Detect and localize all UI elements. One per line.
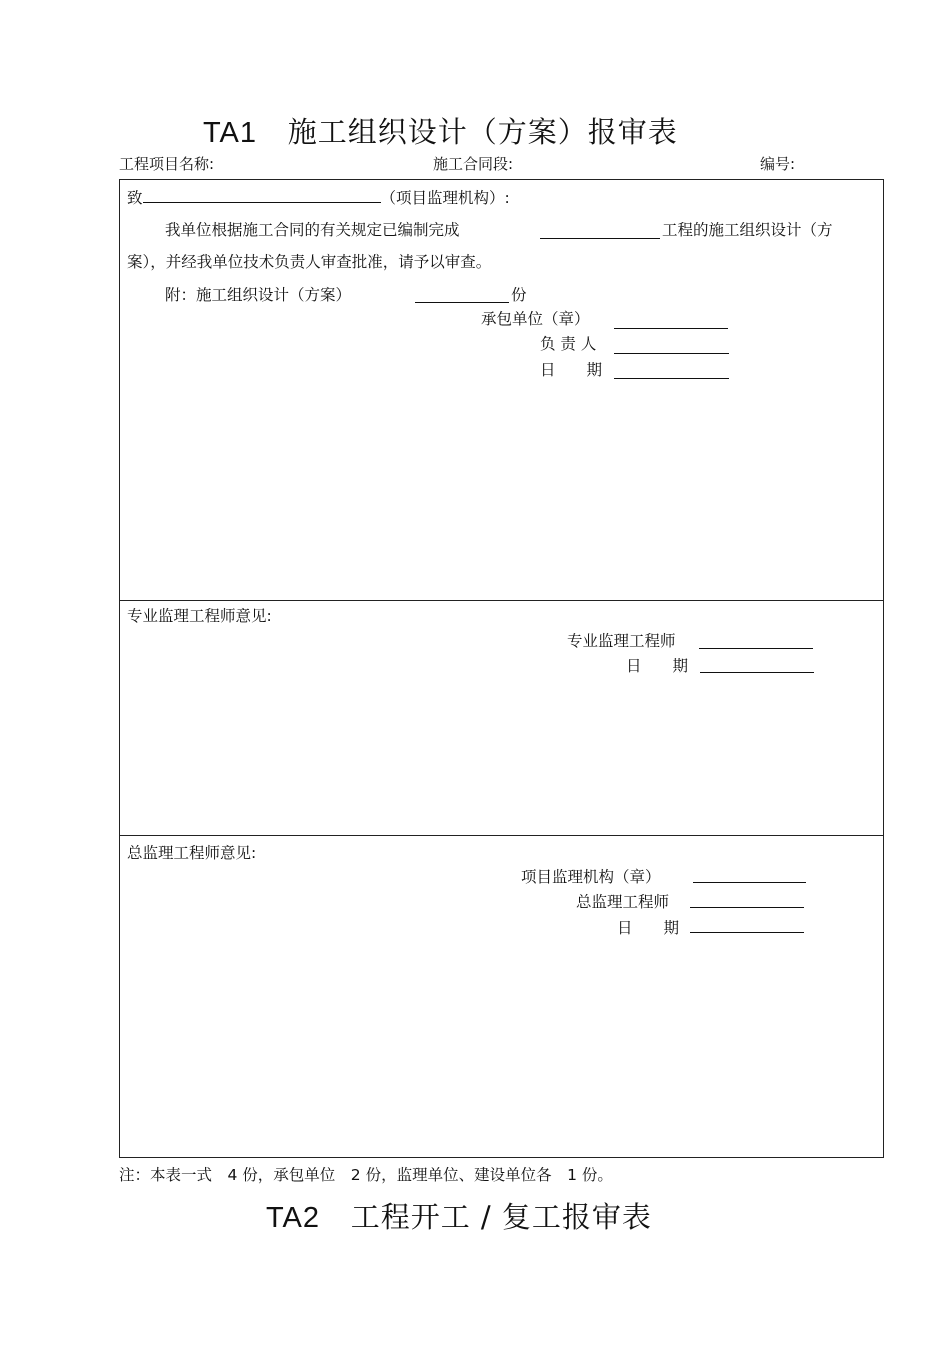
date-blank[interactable] [614, 363, 729, 379]
section-divider [119, 835, 884, 836]
chief-opinion-heading: 总监理工程师意见: [127, 844, 257, 862]
statement-line1-a: 我单位根据施工合同的有关规定已编制完成 [165, 221, 460, 239]
addressee-line [127, 186, 510, 208]
specialist-date-blank[interactable] [700, 657, 814, 673]
form-code: TA1 [203, 117, 258, 149]
statement-line1-b: 工程的施工组织设计（方 [662, 221, 833, 239]
form-title-text: 工程开工 / 复工报审表 [350, 1200, 652, 1234]
chief-date-blank[interactable] [690, 917, 804, 933]
addressee-blank[interactable] [143, 188, 381, 203]
form-title-ta2 [266, 1195, 652, 1236]
specialist-engineer-label: 专业监理工程师 [567, 632, 676, 650]
date-label: 日 期 [540, 361, 603, 379]
specialist-date-label: 日 期 [626, 657, 689, 675]
form-note: 注：本表一式 4 份，承包单位 2 份，监理单位、建设单位各 1 份。 [119, 1166, 613, 1184]
specialist-engineer-blank[interactable] [699, 633, 813, 649]
responsible-person-label: 负 责 人 [540, 335, 597, 353]
contract-section-label: 施工合同段: [433, 155, 514, 173]
chief-engineer-blank[interactable] [690, 892, 804, 908]
contractor-seal-blank[interactable] [614, 313, 728, 329]
form-title-ta1 [203, 110, 678, 151]
project-name-label: 工程项目名称: [119, 155, 215, 173]
chief-date-label: 日 期 [617, 919, 680, 937]
statement-line2: 案），并经我单位技术负责人审查批准，请予以审查。 [127, 253, 492, 271]
to-suffix: （项目监理机构）: [380, 189, 510, 207]
supervision-org-blank[interactable] [693, 867, 806, 883]
section-divider [119, 600, 884, 601]
to-prefix: 致 [127, 189, 143, 207]
responsible-person-blank[interactable] [614, 338, 729, 354]
copies-unit: 份 [511, 286, 527, 304]
attachment-label: 附：施工组织设计（方案） [165, 286, 352, 304]
form-code: TA2 [266, 1202, 321, 1234]
form-title-text: 施工组织设计（方案）报审表 [287, 115, 678, 149]
copies-blank[interactable] [415, 287, 509, 303]
supervision-org-label: 项目监理机构（章） [521, 868, 661, 886]
specialist-opinion-heading: 专业监理工程师意见: [127, 607, 272, 625]
project-blank[interactable] [540, 223, 660, 239]
contractor-seal-label: 承包单位（章） [481, 310, 590, 328]
chief-engineer-label: 总监理工程师 [576, 893, 670, 911]
number-label: 编号: [760, 155, 796, 173]
